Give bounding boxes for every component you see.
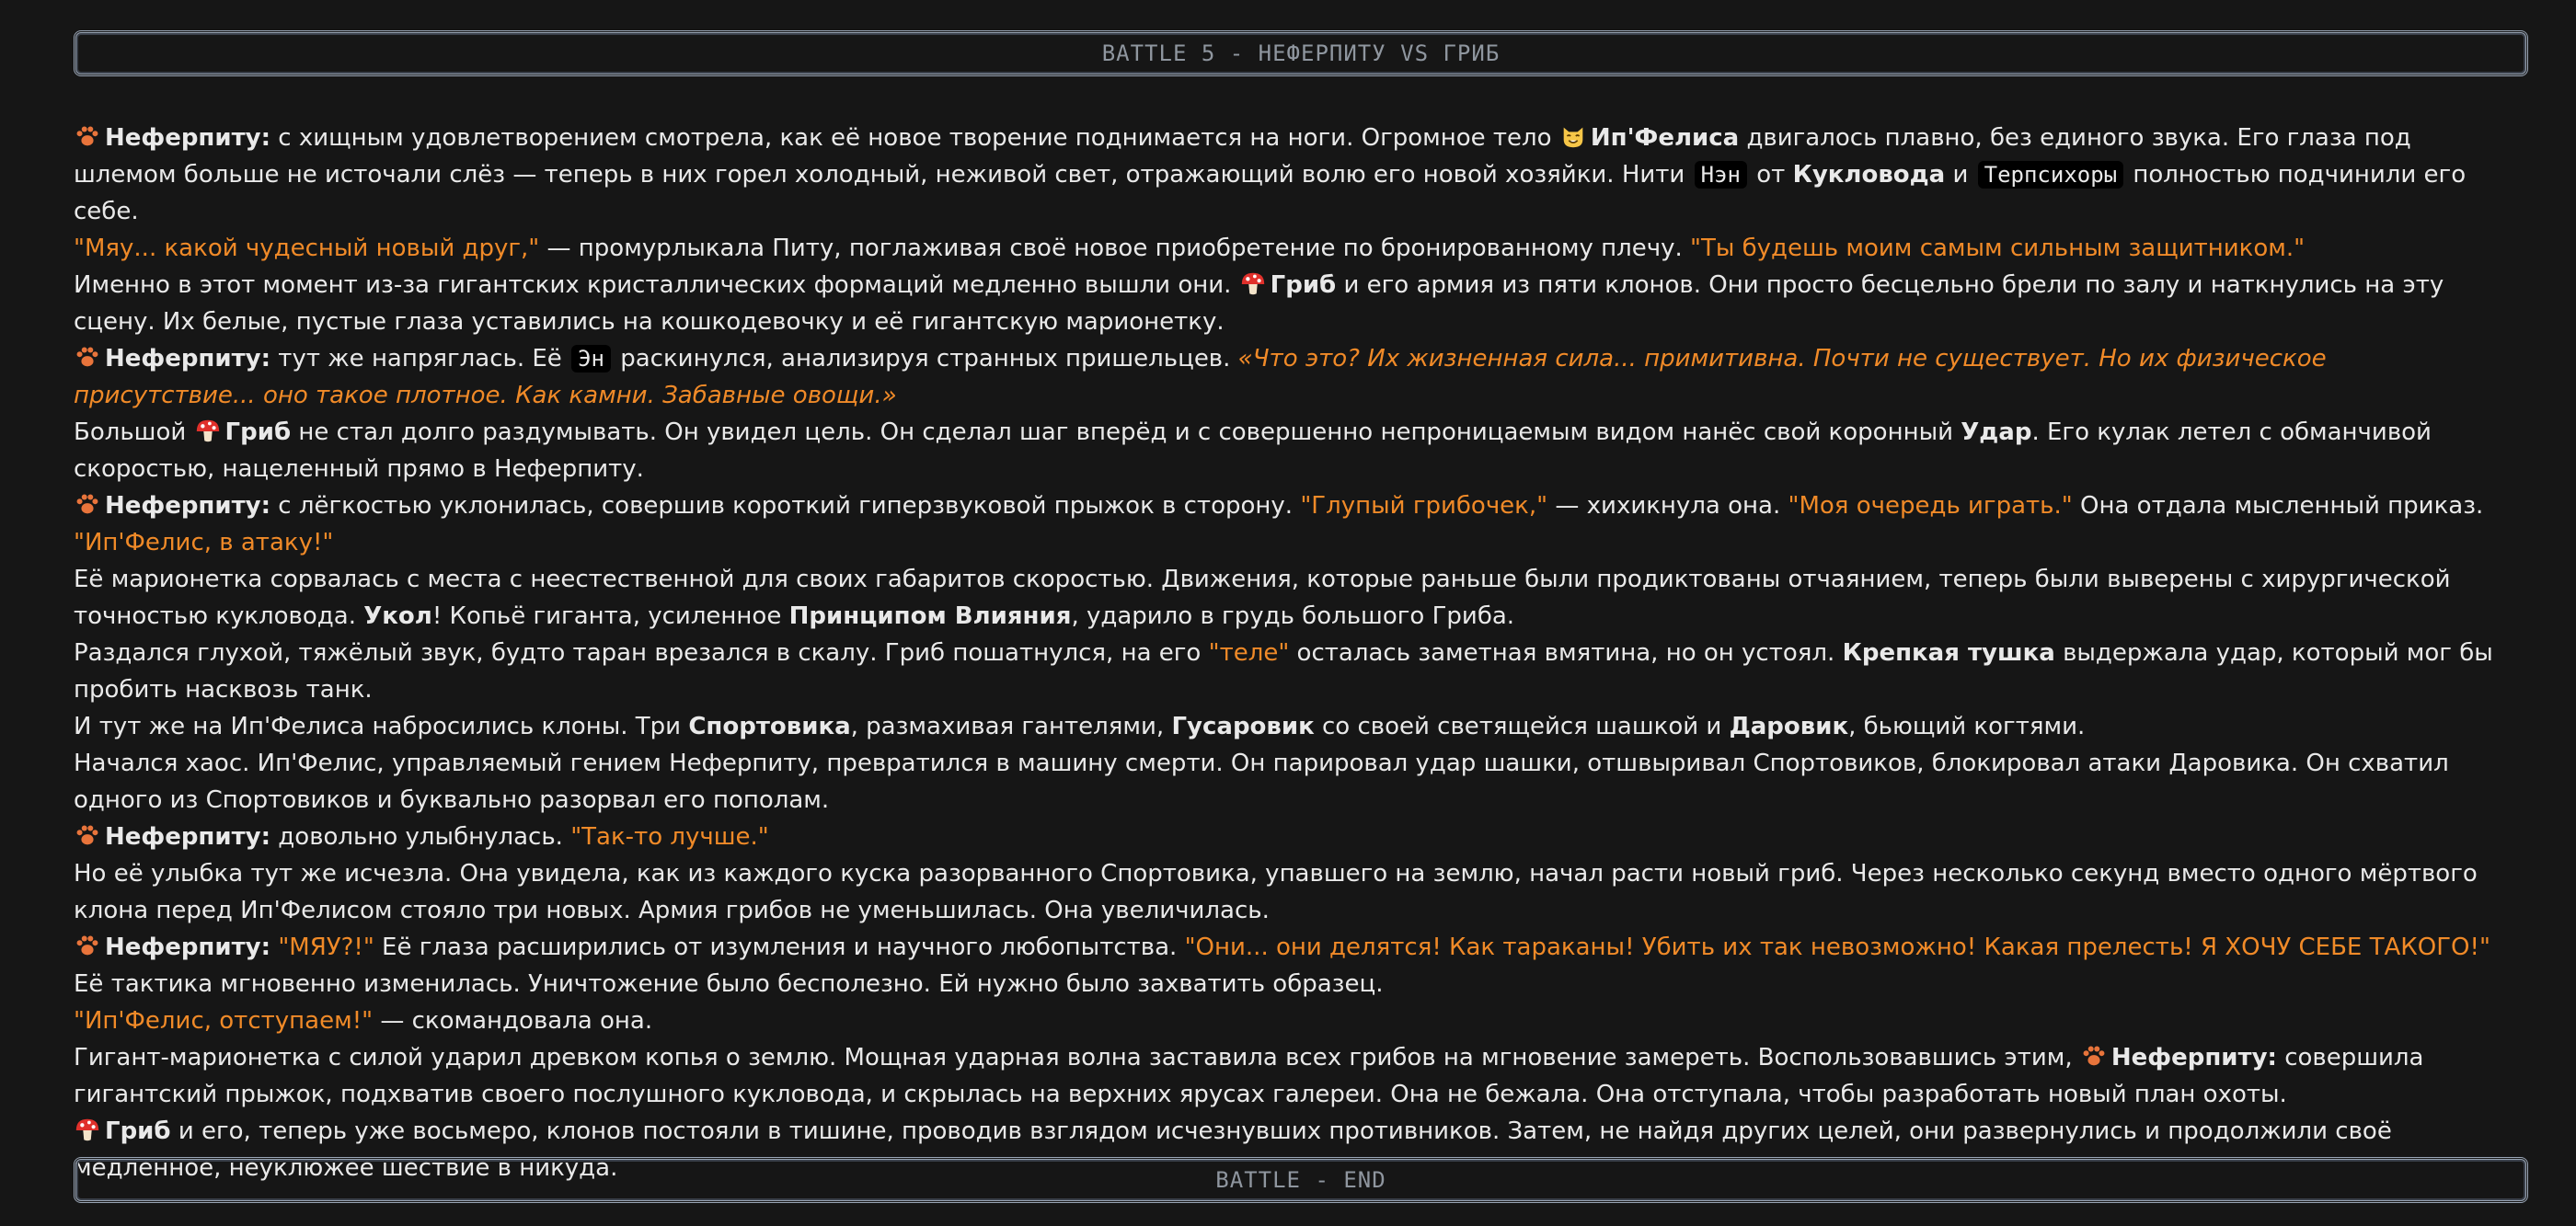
paw-icon (2080, 1042, 2108, 1070)
bold-name: Неферпиту: (105, 345, 271, 372)
dialogue-quote: "Ип'Фелис, отступаем!" (74, 1007, 374, 1035)
story-paragraph (74, 230, 2512, 267)
narration-text: , размахивая гантелями, (850, 713, 1172, 740)
cat-icon (1559, 122, 1587, 150)
narration-text: ! Копьё гиганта, усиленное (431, 602, 789, 630)
story-text (74, 120, 2512, 1186)
story-paragraph (74, 635, 2512, 708)
dialogue-quote: "Глупый грибочек," (1300, 492, 1548, 520)
narration-text: Раздался глухой, тяжёлый звук, будто таран врезался в скалу. Гриб пошатнулся, на его (74, 639, 1209, 667)
story-paragraph (74, 966, 2512, 1003)
paw-icon (74, 490, 101, 518)
narration-text: двигалось плавно, без единого звука. Его глаза под шлемом больше не источали слёз — теперь в них горел холодный, неживой свет, отражающий волю его новой хозяйки. Нити (74, 124, 2411, 189)
narration-text: с лёгкостью уклонилась, совершив короткий гиперзвуковой прыжок в сторону. (270, 492, 1301, 520)
bold-name: Даровик (1729, 713, 1849, 740)
story-paragraph (74, 855, 2512, 929)
story-paragraph (74, 819, 2512, 855)
mushroom-icon (194, 417, 222, 444)
narration-text: и (1945, 161, 1976, 189)
narration-text: и его армия из пяти клонов. Они просто бесцельно брели по залу и наткнулись на эту сцену. Их белые, пустые глаза уставились на кошкодевочку и её гигантскую марионетку. (74, 271, 2444, 336)
dialogue-quote: "Мяу... какой чудесный новый друг," (74, 235, 540, 262)
bold-name: Гусаровик (1171, 713, 1315, 740)
narration-text: Именно в этот момент из-за гигантских кристаллических формаций медленно вышли они. (74, 271, 1239, 299)
story-paragraph (74, 267, 2512, 340)
narration-text: довольно улыбнулась. (270, 823, 571, 851)
narration-text: тут же напряглась. Её (270, 345, 570, 372)
narration-text: — промурлыкала Питу, поглаживая своё новое приобретение по бронированному плечу. (539, 235, 1690, 262)
narration-text: от (1748, 161, 1793, 189)
narration-text: — хихикнула она. (1547, 492, 1788, 520)
bold-name: Неферпиту: (105, 124, 271, 152)
inline-code-term: Эн (571, 345, 611, 372)
bold-name: Удар (1961, 418, 2032, 446)
narration-text: — скомандовала она. (373, 1007, 653, 1035)
narration-text: Гигант-марионетка с силой ударил древком копья о землю. Мощная ударная волна заставила всех грибов на мгновение замереть. Воспользовавшись этим, (74, 1044, 2080, 1071)
story-paragraph (74, 120, 2512, 230)
paw-icon (74, 343, 101, 371)
story-paragraph (74, 414, 2512, 487)
dialogue-quote: "Моя очередь играть." (1788, 492, 2073, 520)
narration-text: И тут же на Ип'Фелиса набросились клоны. Три (74, 713, 689, 740)
bold-name: Спортовика (688, 713, 851, 740)
battle-end-banner: BATTLE - END (74, 1157, 2528, 1203)
battle-start-banner: BATTLE 5 - НЕФЕРПИТУ VS ГРИБ (74, 30, 2528, 76)
dialogue-quote: "Они... они делятся! Как тараканы! Убить их так невозможно! Какая прелесть! Я ХОЧУ СЕБЕ ТАКОГО!" (1184, 934, 2490, 961)
story-paragraph (74, 1003, 2512, 1039)
inline-code-term: Нэн (1695, 161, 1747, 189)
mushroom-icon (74, 1116, 101, 1143)
bold-name: Неферпиту: (105, 934, 271, 961)
narration-text: Она отдала мысленный приказ. (2072, 492, 2484, 520)
story-paragraph (74, 561, 2512, 635)
narration-text: . Его кулак летел с обманчивой скоростью, нацеленный прямо в Неферпиту. (74, 418, 2432, 483)
bold-name: Неферпиту: (105, 492, 271, 520)
inline-code-term: Терпсихоры (1978, 161, 2124, 189)
dialogue-quote: "МЯУ?!" (278, 934, 374, 961)
bold-name: Гриб (224, 418, 292, 446)
bold-name: Кукловода (1792, 161, 1946, 189)
narration-text: не стал долго раздумывать. Он увидел цель. Он сделал шаг вперёд и с совершенно непроницаемым видом нанёс свой коронный (291, 418, 1961, 446)
thought-quote: «Что это? Их жизненная сила... примитивна. Почти не существует. Но их физическое присутствие... оно такое плотное. Как камни. Забавные овощи.» (74, 345, 2327, 409)
story-paragraph (74, 929, 2512, 966)
narration-text: Начался хаос. Ип'Фелис, управляемый гением Неферпиту, превратился в машину смерти. Он парировал удар шашки, отшвыривал Спортовиков, блокировал атаки Даровика. Он схватил одного из Спортовиков и буквально разорвал его пополам. (74, 750, 2449, 814)
narration-text: совершила гигантский прыжок, подхватив своего послушного кукловода, и скрылась на верхних ярусах галереи. Она не бежала. Она отступала, чтобы разработать новый план охоты. (74, 1044, 2424, 1108)
dialogue-quote: "Ип'Фелис, в атаку!" (74, 529, 334, 556)
bold-name: Неферпиту: (2110, 1044, 2277, 1071)
narration-text: с хищным удовлетворением смотрела, как её новое творение поднимается на ноги. Огромное тело (270, 124, 1559, 152)
narration-text: Большой (74, 418, 194, 446)
bold-name: Неферпиту: (105, 823, 271, 851)
bold-name: Гриб (105, 1117, 171, 1145)
narration-text: выдержала удар, который мог бы пробить насквозь танк. (74, 639, 2493, 704)
bold-name: Укол (363, 602, 432, 630)
story-paragraph (74, 340, 2512, 414)
story-paragraph (74, 708, 2512, 745)
paw-icon (74, 122, 101, 150)
bold-name: Принципом Влияния (788, 602, 1072, 630)
story-paragraph (74, 745, 2512, 819)
narration-text: со своей светящейся шашкой и (1314, 713, 1730, 740)
narration-text: Но её улыбка тут же исчезла. Она увидела, как из каждого куска разорванного Спортовика, упавшего на землю, начал расти новый гриб. Через несколько секунд вместо одного мёртвого клона перед Ип'Фелисом стояло три новых. Армия грибов не уменьшилась. Она увеличилась. (74, 860, 2478, 924)
narration-text: полностью подчинили его себе. (74, 161, 2467, 225)
bold-name: Крепкая тушка (1842, 639, 2055, 667)
story-paragraph (74, 1039, 2512, 1113)
narration-text: Её марионетка сорвалась с места с неестественной для своих габаритов скоростью. Движения, которые раньше были продиктованы отчаянием, теперь были выверены с хирургической точностью кукловода. (74, 566, 2451, 630)
bold-name: Ип'Фелиса (1590, 124, 1740, 152)
narration-text: , ударило в грудь большого Гриба. (1071, 602, 1515, 630)
dialogue-quote: "Так-то лучше." (570, 823, 769, 851)
paw-icon (74, 932, 101, 959)
narration-text: и его, теперь уже восьмеро, клонов постояли в тишине, проводив взглядом исчезнувших противников. Затем, не найдя других целей, они развернулись и продолжили своё медленное, неуклюжее шествие в никуда. (74, 1117, 2392, 1182)
paw-icon (74, 821, 101, 849)
bold-name: Гриб (1270, 271, 1337, 299)
narration-text: осталась заметная вмятина, но он устоял. (1289, 639, 1843, 667)
narration-text: , бьющий когтями. (1848, 713, 2086, 740)
dialogue-quote: "теле" (1208, 639, 1290, 667)
narration-text: Её глаза расширились от изумления и научного любопытства. (374, 934, 1185, 961)
story-paragraph (74, 487, 2512, 561)
dialogue-quote: "Ты будешь моим самым сильным защитником." (1689, 235, 2306, 262)
mushroom-icon (1239, 269, 1267, 297)
narration-text: Её тактика мгновенно изменилась. Уничтожение было бесполезно. Ей нужно было захватить образец. (74, 970, 1384, 998)
narration-text: раскинулся, анализируя странных пришельцев. (612, 345, 1238, 372)
